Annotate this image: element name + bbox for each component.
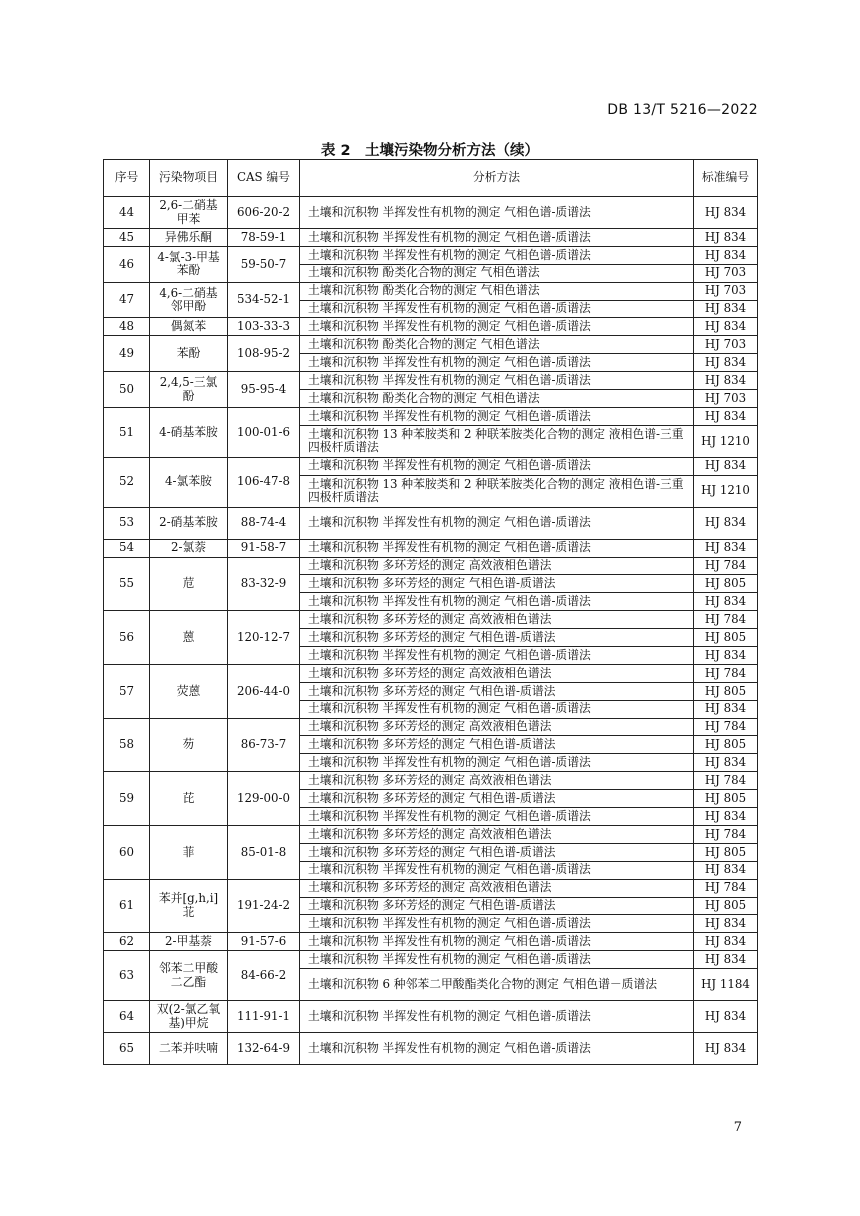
method-cell: 土壤和沉积物 半挥发性有机物的测定 气相色谱-质谱法 [300, 700, 694, 718]
cas-cell: 129-00-0 [228, 772, 300, 826]
table-row [104, 772, 758, 790]
pollutant-cell: 芴 [150, 718, 228, 772]
standard-cell: HJ 784 [694, 557, 758, 575]
cas-cell: 86-73-7 [228, 718, 300, 772]
method-cell: 土壤和沉积物 半挥发性有机物的测定 气相色谱-质谱法 [300, 318, 694, 336]
table-row [104, 318, 758, 336]
cas-cell: 106-47-8 [228, 457, 300, 507]
seq-cell: 50 [104, 372, 150, 408]
method-cell: 土壤和沉积物 半挥发性有机物的测定 气相色谱-质谱法 [300, 754, 694, 772]
seq-cell: 47 [104, 282, 150, 318]
standard-cell: HJ 784 [694, 772, 758, 790]
seq-cell: 60 [104, 825, 150, 879]
standard-cell: HJ 834 [694, 1033, 758, 1065]
pollutant-cell: 异佛乐酮 [150, 229, 228, 247]
table-row [104, 457, 758, 475]
standard-cell: HJ 834 [694, 861, 758, 879]
method-cell: 土壤和沉积物 多环芳烃的测定 气相色谱-质谱法 [300, 575, 694, 593]
method-cell: 土壤和沉积物 半挥发性有机物的测定 气相色谱-质谱法 [300, 457, 694, 475]
page-number: 7 [733, 1120, 742, 1135]
standard-cell: HJ 834 [694, 647, 758, 665]
method-cell: 土壤和沉积物 酚类化合物的测定 气相色谱法 [300, 390, 694, 408]
table-row [104, 718, 758, 736]
standard-cell: HJ 834 [694, 539, 758, 557]
method-cell: 土壤和沉积物 半挥发性有机物的测定 气相色谱-质谱法 [300, 808, 694, 826]
standard-cell: HJ 703 [694, 336, 758, 354]
cas-cell: 78-59-1 [228, 229, 300, 247]
document-code: DB 13/T 5216—2022 [607, 102, 758, 118]
standard-cell: HJ 784 [694, 825, 758, 843]
cas-cell: 83-32-9 [228, 557, 300, 611]
method-cell: 土壤和沉积物 13 种苯胺类和 2 种联苯胺类化合物的测定 液相色谱-三重四极杆质谱法 [300, 475, 694, 507]
pollutant-cell: 苯并[g,h,i]苝 [150, 879, 228, 933]
standard-cell: HJ 805 [694, 897, 758, 915]
standard-cell: HJ 805 [694, 736, 758, 754]
method-cell: 土壤和沉积物 酚类化合物的测定 气相色谱法 [300, 336, 694, 354]
standard-cell: HJ 703 [694, 282, 758, 300]
pollutant-cell: 苯酚 [150, 336, 228, 372]
standard-cell: HJ 703 [694, 390, 758, 408]
standard-cell: HJ 834 [694, 754, 758, 772]
cas-cell: 91-58-7 [228, 539, 300, 557]
table-row [104, 539, 758, 557]
standard-cell: HJ 834 [694, 915, 758, 933]
cas-cell: 85-01-8 [228, 825, 300, 879]
pollutant-cell: 2-硝基苯胺 [150, 507, 228, 539]
table-row [104, 336, 758, 354]
standard-cell: HJ 834 [694, 457, 758, 475]
pollutant-cell: 二苯并呋喃 [150, 1033, 228, 1065]
table-row [104, 951, 758, 969]
cas-cell: 111-91-1 [228, 1001, 300, 1033]
seq-cell: 65 [104, 1033, 150, 1065]
cas-cell: 95-95-4 [228, 372, 300, 408]
cas-cell: 91-57-6 [228, 933, 300, 951]
pollutant-cell: 2,6-二硝基甲苯 [150, 197, 228, 229]
standard-cell: HJ 784 [694, 718, 758, 736]
cas-cell: 534-52-1 [228, 282, 300, 318]
standard-cell: HJ 834 [694, 197, 758, 229]
cas-cell: 132-64-9 [228, 1033, 300, 1065]
seq-cell: 48 [104, 318, 150, 336]
seq-cell: 53 [104, 507, 150, 539]
standard-cell: HJ 784 [694, 664, 758, 682]
seq-cell: 62 [104, 933, 150, 951]
seq-cell: 63 [104, 951, 150, 1001]
pollutant-cell: 菲 [150, 825, 228, 879]
standard-cell: HJ 805 [694, 575, 758, 593]
standard-cell: HJ 1210 [694, 475, 758, 507]
method-cell: 土壤和沉积物 6 种邻苯二甲酸酯类化合物的测定 气相色谱－质谱法 [300, 969, 694, 1001]
method-cell: 土壤和沉积物 13 种苯胺类和 2 种联苯胺类化合物的测定 液相色谱-三重四极杆质谱法 [300, 425, 694, 457]
standard-cell: HJ 834 [694, 951, 758, 969]
pollutant-cell: 2,4,5-三氯酚 [150, 372, 228, 408]
pollutant-cell: 苊 [150, 557, 228, 611]
method-cell: 土壤和沉积物 半挥发性有机物的测定 气相色谱-质谱法 [300, 354, 694, 372]
standard-cell: HJ 805 [694, 682, 758, 700]
method-cell: 土壤和沉积物 半挥发性有机物的测定 气相色谱-质谱法 [300, 951, 694, 969]
pollutant-cell: 4-氯-3-甲基苯酚 [150, 246, 228, 282]
pollutant-cell: 2-甲基萘 [150, 933, 228, 951]
standard-cell: HJ 805 [694, 843, 758, 861]
pollutant-cell: 4-氯苯胺 [150, 457, 228, 507]
standard-cell: HJ 703 [694, 264, 758, 282]
col-header-pollutant: 污染物项目 [150, 160, 228, 197]
table-title: 表 2 土壤污染物分析方法（续） [320, 143, 540, 159]
table-row [104, 246, 758, 264]
standard-cell: HJ 834 [694, 318, 758, 336]
method-cell: 土壤和沉积物 半挥发性有机物的测定 气相色谱-质谱法 [300, 915, 694, 933]
table-row [104, 197, 758, 229]
standard-cell: HJ 805 [694, 629, 758, 647]
standard-cell: HJ 784 [694, 879, 758, 897]
method-cell: 土壤和沉积物 半挥发性有机物的测定 气相色谱-质谱法 [300, 647, 694, 665]
method-cell: 土壤和沉积物 半挥发性有机物的测定 气相色谱-质谱法 [300, 246, 694, 264]
seq-cell: 61 [104, 879, 150, 933]
seq-cell: 56 [104, 611, 150, 665]
seq-cell: 58 [104, 718, 150, 772]
method-cell: 土壤和沉积物 多环芳烃的测定 高效液相色谱法 [300, 772, 694, 790]
table-row [104, 664, 758, 682]
method-cell: 土壤和沉积物 多环芳烃的测定 气相色谱-质谱法 [300, 629, 694, 647]
table-header-row [104, 160, 758, 197]
seq-cell: 46 [104, 246, 150, 282]
seq-cell: 49 [104, 336, 150, 372]
seq-cell: 51 [104, 407, 150, 457]
seq-cell: 45 [104, 229, 150, 247]
method-cell: 土壤和沉积物 多环芳烃的测定 气相色谱-质谱法 [300, 682, 694, 700]
seq-cell: 52 [104, 457, 150, 507]
standard-cell: HJ 834 [694, 372, 758, 390]
standard-cell: HJ 834 [694, 246, 758, 264]
pollutant-cell: 蒽 [150, 611, 228, 665]
table-row [104, 557, 758, 575]
col-header-standard: 标准编号 [694, 160, 758, 197]
cas-cell: 103-33-3 [228, 318, 300, 336]
method-cell: 土壤和沉积物 多环芳烃的测定 气相色谱-质谱法 [300, 790, 694, 808]
pollutant-cell: 荧蒽 [150, 664, 228, 718]
pollutant-cell: 2-氯萘 [150, 539, 228, 557]
method-cell: 土壤和沉积物 酚类化合物的测定 气相色谱法 [300, 264, 694, 282]
standard-cell: HJ 834 [694, 808, 758, 826]
cas-cell: 191-24-2 [228, 879, 300, 933]
standard-cell: HJ 834 [694, 700, 758, 718]
method-cell: 土壤和沉积物 半挥发性有机物的测定 气相色谱-质谱法 [300, 507, 694, 539]
cas-cell: 84-66-2 [228, 951, 300, 1001]
method-cell: 土壤和沉积物 多环芳烃的测定 气相色谱-质谱法 [300, 736, 694, 754]
method-cell: 土壤和沉积物 半挥发性有机物的测定 气相色谱-质谱法 [300, 1033, 694, 1065]
method-cell: 土壤和沉积物 半挥发性有机物的测定 气相色谱-质谱法 [300, 372, 694, 390]
cas-cell: 88-74-4 [228, 507, 300, 539]
table-row [104, 372, 758, 390]
method-cell: 土壤和沉积物 半挥发性有机物的测定 气相色谱-质谱法 [300, 1001, 694, 1033]
seq-cell: 57 [104, 664, 150, 718]
seq-cell: 44 [104, 197, 150, 229]
method-cell: 土壤和沉积物 多环芳烃的测定 气相色谱-质谱法 [300, 897, 694, 915]
cas-cell: 206-44-0 [228, 664, 300, 718]
table-row [104, 825, 758, 843]
table-row [104, 407, 758, 425]
standard-cell: HJ 834 [694, 300, 758, 318]
table-row [104, 507, 758, 539]
cas-cell: 108-95-2 [228, 336, 300, 372]
pollutant-cell: 芘 [150, 772, 228, 826]
cas-cell: 100-01-6 [228, 407, 300, 457]
method-cell: 土壤和沉积物 半挥发性有机物的测定 气相色谱-质谱法 [300, 861, 694, 879]
pollutant-cell: 4,6-二硝基邻甲酚 [150, 282, 228, 318]
method-cell: 土壤和沉积物 半挥发性有机物的测定 气相色谱-质谱法 [300, 407, 694, 425]
table-row [104, 229, 758, 247]
method-cell: 土壤和沉积物 多环芳烃的测定 高效液相色谱法 [300, 664, 694, 682]
standard-cell: HJ 834 [694, 933, 758, 951]
table-row [104, 1001, 758, 1033]
cas-cell: 59-50-7 [228, 246, 300, 282]
standard-cell: HJ 834 [694, 507, 758, 539]
table-body [104, 197, 758, 1065]
method-cell: 土壤和沉积物 多环芳烃的测定 气相色谱-质谱法 [300, 843, 694, 861]
table-row [104, 282, 758, 300]
table-row [104, 1033, 758, 1065]
standard-cell: HJ 834 [694, 407, 758, 425]
standard-cell: HJ 834 [694, 229, 758, 247]
table-row [104, 611, 758, 629]
table-row [104, 933, 758, 951]
table-row [104, 879, 758, 897]
standard-cell: HJ 834 [694, 354, 758, 372]
standard-cell: HJ 805 [694, 790, 758, 808]
method-cell: 土壤和沉积物 多环芳烃的测定 高效液相色谱法 [300, 557, 694, 575]
col-header-method: 分析方法 [300, 160, 694, 197]
standard-cell: HJ 834 [694, 593, 758, 611]
seq-cell: 59 [104, 772, 150, 826]
pollutant-cell: 邻苯二甲酸二乙酯 [150, 951, 228, 1001]
pollutant-cell: 双(2-氯乙氧基)甲烷 [150, 1001, 228, 1033]
standard-cell: HJ 834 [694, 1001, 758, 1033]
seq-cell: 54 [104, 539, 150, 557]
seq-cell: 64 [104, 1001, 150, 1033]
method-cell: 土壤和沉积物 半挥发性有机物的测定 气相色谱-质谱法 [300, 229, 694, 247]
standard-cell: HJ 1210 [694, 425, 758, 457]
method-cell: 土壤和沉积物 多环芳烃的测定 高效液相色谱法 [300, 825, 694, 843]
analysis-methods-table [103, 159, 758, 1065]
method-cell: 土壤和沉积物 半挥发性有机物的测定 气相色谱-质谱法 [300, 593, 694, 611]
method-cell: 土壤和沉积物 半挥发性有机物的测定 气相色谱-质谱法 [300, 933, 694, 951]
cas-cell: 606-20-2 [228, 197, 300, 229]
col-header-seq: 序号 [104, 160, 150, 197]
method-cell: 土壤和沉积物 多环芳烃的测定 高效液相色谱法 [300, 611, 694, 629]
seq-cell: 55 [104, 557, 150, 611]
method-cell: 土壤和沉积物 半挥发性有机物的测定 气相色谱-质谱法 [300, 300, 694, 318]
method-cell: 土壤和沉积物 多环芳烃的测定 高效液相色谱法 [300, 718, 694, 736]
pollutant-cell: 4-硝基苯胺 [150, 407, 228, 457]
cas-cell: 120-12-7 [228, 611, 300, 665]
col-header-cas: CAS 编号 [228, 160, 300, 197]
method-cell: 土壤和沉积物 半挥发性有机物的测定 气相色谱-质谱法 [300, 197, 694, 229]
method-cell: 土壤和沉积物 酚类化合物的测定 气相色谱法 [300, 282, 694, 300]
method-cell: 土壤和沉积物 多环芳烃的测定 高效液相色谱法 [300, 879, 694, 897]
standard-cell: HJ 784 [694, 611, 758, 629]
pollutant-cell: 偶氮苯 [150, 318, 228, 336]
standard-cell: HJ 1184 [694, 969, 758, 1001]
method-cell: 土壤和沉积物 半挥发性有机物的测定 气相色谱-质谱法 [300, 539, 694, 557]
